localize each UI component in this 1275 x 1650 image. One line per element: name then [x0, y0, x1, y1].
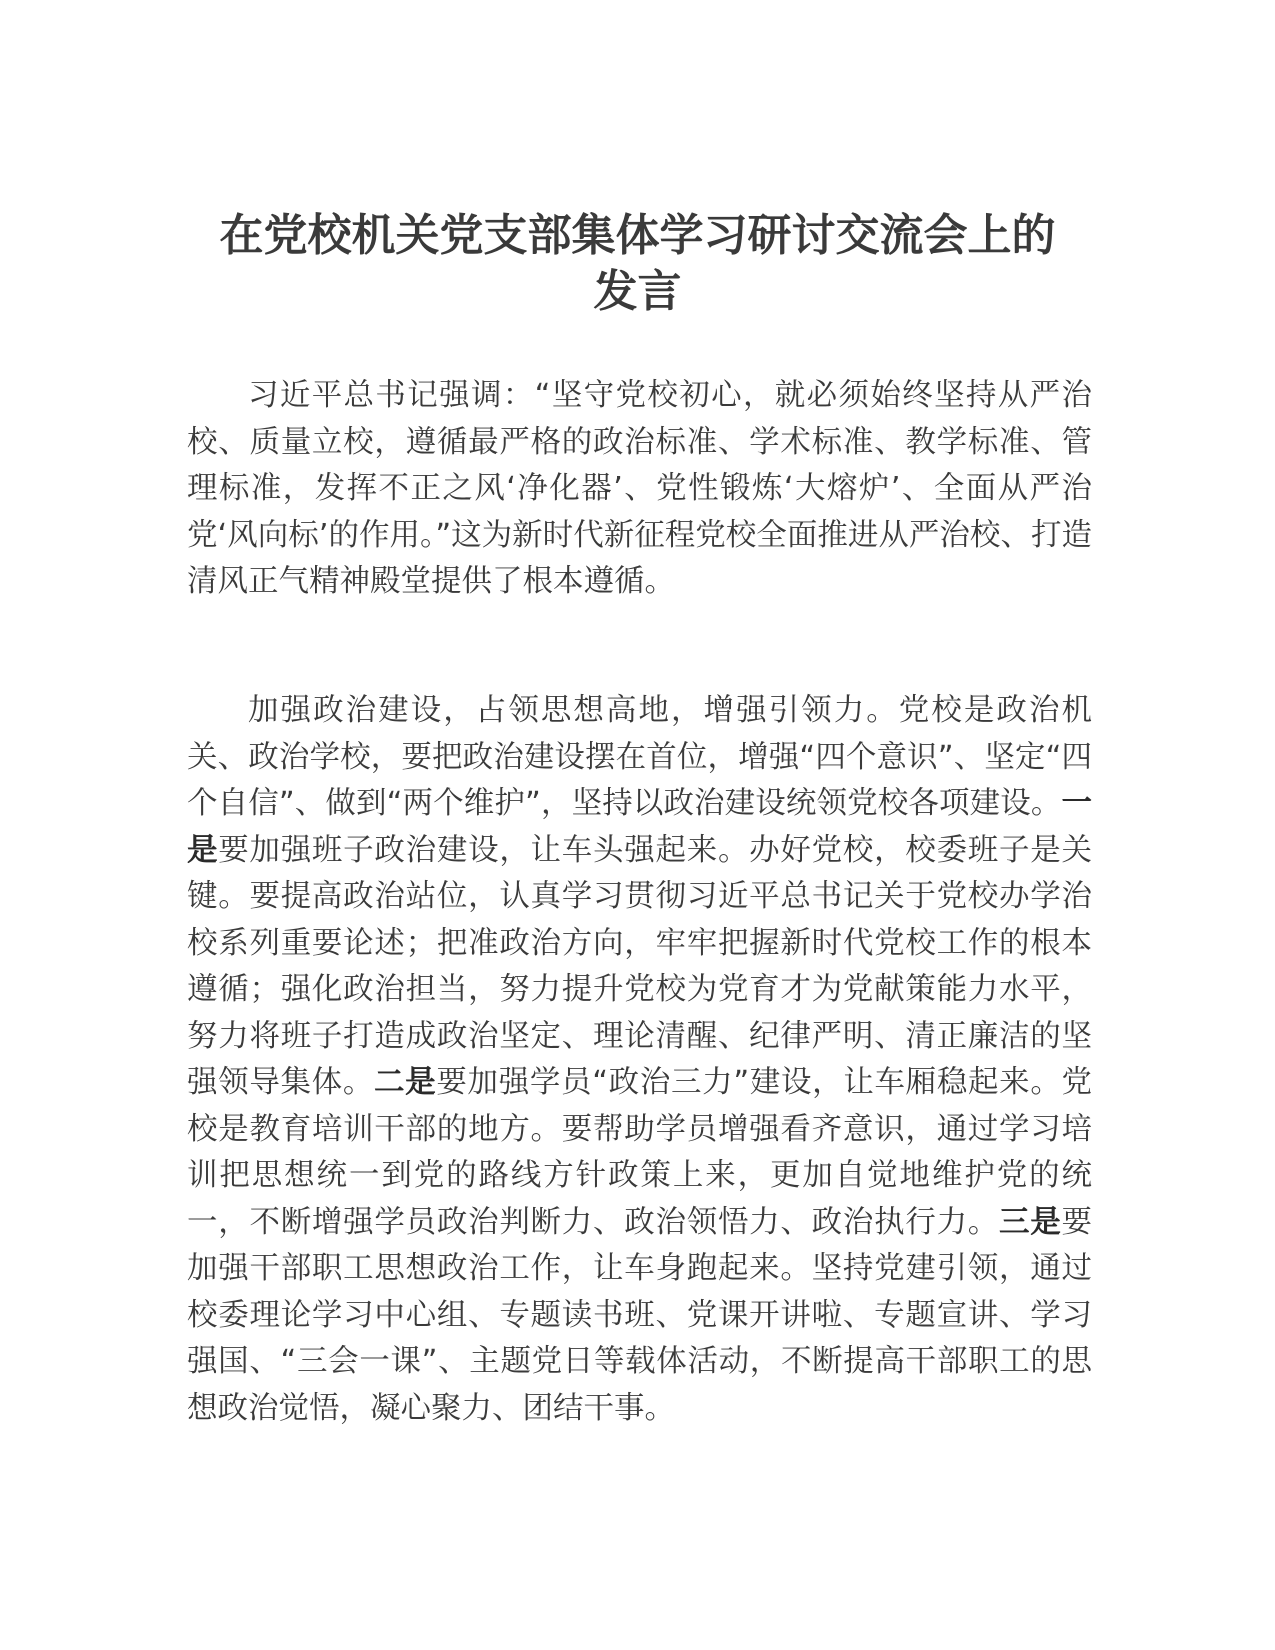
point-2-text: 要加强学员“政治三力”建设，让车厢稳起来。党校是教育培训干部的地方。要帮助学员增强看齐意识，通过学习培训把思想统一到党的路线方针政策上来，更加自觉地维护党的统一，不断增强学员政治判断力、政治领悟力、政治执行力。: [187, 1065, 1093, 1240]
paragraph-1: 习近平总书记强调：“坚守党校初心，就必须始终坚持从严治校、质量立校，遵循最严格的政治标准、学术标准、教学标准、管理标准，发挥不正之风‘净化器’、党性锻炼‘大熔炉’、全面从严治党‘风向标’的作用。”这为新时代新征程党校全面推进从严治校、打造清风正气精神殿堂提供了根本遵循。: [187, 378, 1092, 599]
point-3-label: 三是: [999, 1204, 1062, 1240]
point-2-label: 二是: [374, 1065, 437, 1100]
paragraph-1-block: [187, 373, 1092, 606]
paragraph-2-block: [187, 688, 1092, 1432]
paragraph-2-intro: 加强政治建设，占领思想高地，增强引领力。党校是政治机关、政治学校，要把政治建设摆在首位，增强“四个意识”、坚定“四个自信”、做到“两个维护”，坚持以政治建设统领党校各项建设。: [187, 693, 1092, 821]
point-1-label: 一是: [187, 786, 1092, 868]
title-line-2: 发言: [593, 266, 682, 317]
point-1-text: 要加强班子政治建设，让车头强起来。办好党校，校委班子是关键。要提高政治站位，认真学习贯彻习近平总书记关于党校办学治校系列重要论述；把准政治方向，牢牢把握新时代党校工作的根本遵循；强化政治担当，努力提升党校为党育才为党献策能力水平，努力将班子打造成政治坚定、理论清醒、纪律严明、清正廉洁的坚强领导集体。: [187, 832, 1093, 1100]
point-3-text: 要加强干部职工思想政治工作，让车身跑起来。坚持党建引领，通过校委理论学习中心组、专题读书班、党课开讲啦、专题宣讲、学习强国、“三会一课”、主题党日等载体活动，不断提高干部职工的思想政治觉悟，凝心聚力、团结干事。: [187, 1204, 1093, 1426]
document-title: [170, 208, 1105, 320]
paragraph-2: [187, 688, 1092, 1432]
title-line-1: 在党校机关党支部集体学习研讨交流会上的: [219, 210, 1056, 261]
